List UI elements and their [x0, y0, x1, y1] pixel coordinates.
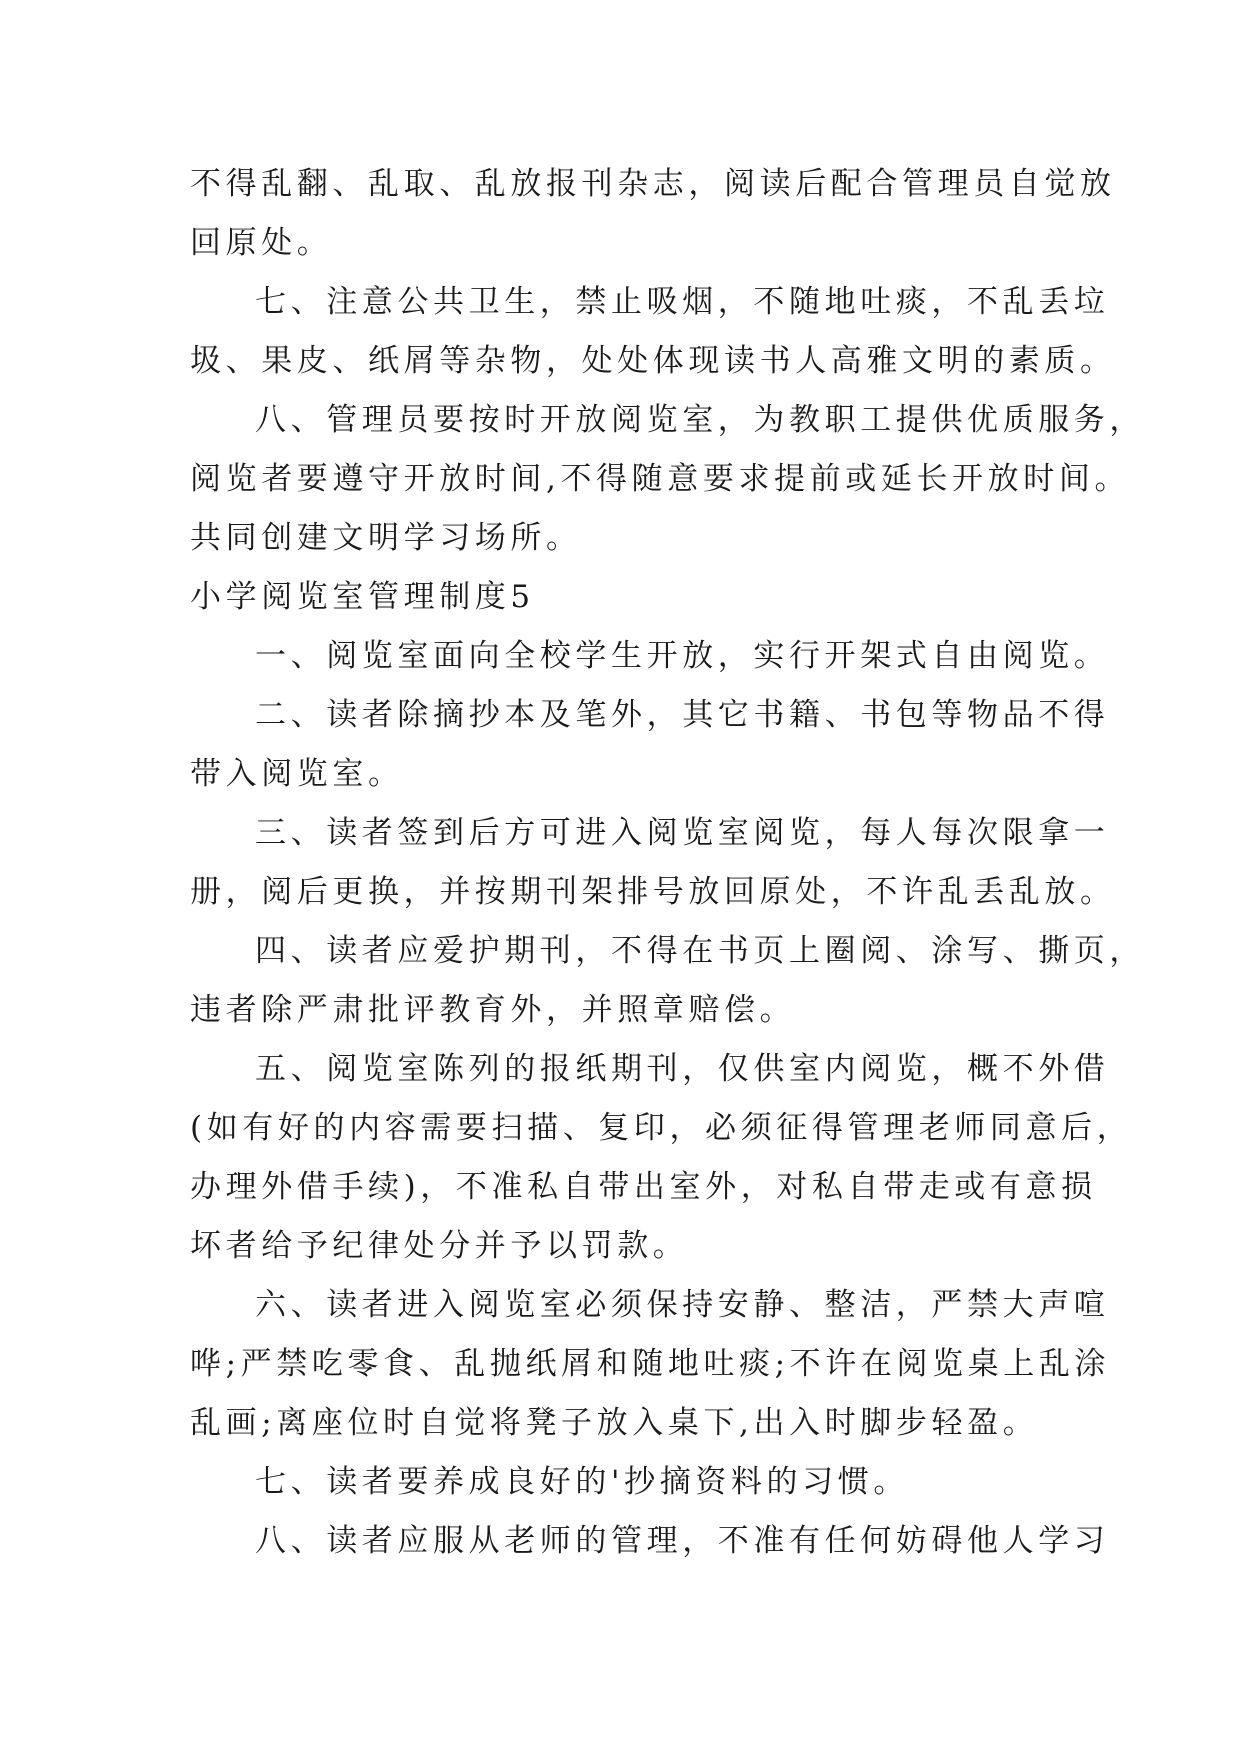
- paragraph-line: 八、读者应服从老师的管理，不准有任何妨碍他人学习: [255, 1523, 1110, 1559]
- paragraph-line: 哗;严禁吃零食、乱抛纸屑和随地吐痰;不许在阅览桌上乱涂: [190, 1346, 1111, 1382]
- paragraph-line: 不得乱翻、乱取、乱放报刊杂志，阅读后配合管理员自觉放: [190, 166, 1116, 202]
- paragraph-line: 违者除严肃批评教育外，并照章赔偿。: [190, 992, 796, 1028]
- paragraph-line: 共同创建文明学习场所。: [190, 520, 582, 556]
- paragraph-line: 带入阅览室。: [190, 756, 404, 792]
- paragraph-line: 四、读者应爱护期刊，不得在书页上圈阅、涂写、撕页，: [255, 933, 1145, 969]
- paragraph-line: 回原处。: [190, 225, 333, 261]
- paragraph-line: 七、读者要养成良好的'抄摘资料的习惯。: [255, 1464, 909, 1500]
- paragraph-line: 一、阅览室面向全校学生开放，实行开架式自由阅览。: [255, 638, 1110, 674]
- paragraph-line: 五、阅览室陈列的报纸期刊，仅供室内阅览，概不外借: [255, 1051, 1110, 1087]
- paragraph-line: 八、管理员要按时开放阅览室，为教职工提供优质服务，: [255, 402, 1145, 438]
- paragraph-line: 乱画;离座位时自觉将凳子放入桌下,出入时脚步轻盈。: [190, 1405, 1039, 1441]
- paragraph-line: 圾、果皮、纸屑等杂物，处处体现读书人高雅文明的素质。: [190, 343, 1116, 379]
- paragraph-line: (如有好的内容需要扫描、复印，必须征得管理老师同意后，: [190, 1110, 1133, 1146]
- paragraph-line: 册，阅后更换，并按期刊架排号放回原处，不许乱丢乱放。: [190, 874, 1116, 910]
- paragraph-line: 阅览者要遵守开放时间,不得随意要求提前或延长开放时间。: [190, 461, 1131, 497]
- section-heading: 小学阅览室管理制度5: [190, 579, 535, 615]
- paragraph-line: 六、读者进入阅览室必须保持安静、整洁，严禁大声喧: [255, 1287, 1110, 1323]
- paragraph-line: 七、注意公共卫生，禁止吸烟，不随地吐痰，不乱丢垃: [255, 284, 1110, 320]
- paragraph-line: 二、读者除摘抄本及笔外，其它书籍、书包等物品不得: [255, 697, 1110, 733]
- paragraph-line: 三、读者签到后方可进入阅览室阅览，每人每次限拿一: [255, 815, 1110, 851]
- paragraph-line: 办理外借手续)，不准私自带出室外，对私自带走或有意损: [190, 1169, 1097, 1205]
- paragraph-line: 坏者给予纪律处分并予以罚款。: [190, 1228, 689, 1264]
